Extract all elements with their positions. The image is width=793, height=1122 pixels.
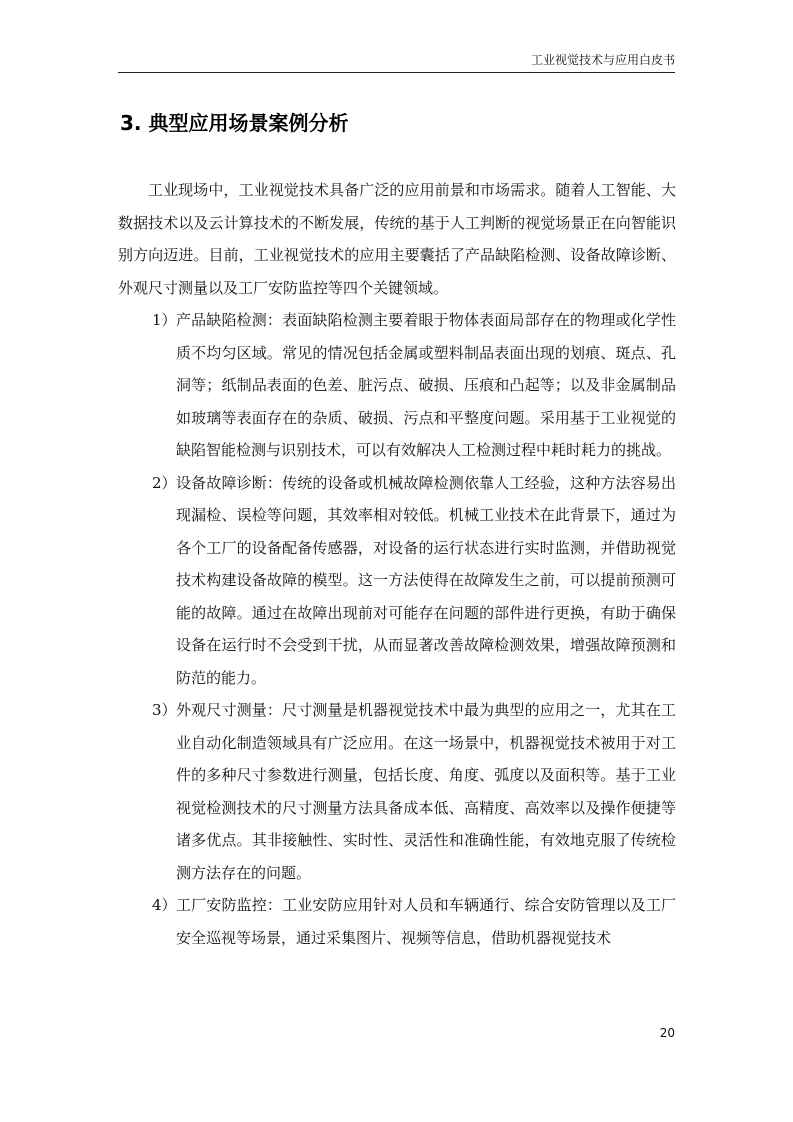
section-body: [118, 174, 676, 954]
intro-paragraph: 工业现场中，工业视觉技术具备广泛的应用前景和市场需求。随着人工智能、大数据技术以及云计算技术的不断发展，传统的基于人工判断的视觉场景正在向智能识别方向迈进。目前，工业视觉技术的应用主要囊括了产品缺陷检测、设备故障诊断、外观尺寸测量以及工厂安防监控等四个关键领域。: [118, 181, 676, 297]
running-header: [118, 52, 675, 73]
list-item: [118, 889, 676, 954]
section-title: 3. 典型应用场景案例分析: [120, 111, 349, 135]
list-item: [118, 304, 676, 467]
list-item-text: 工厂安防监控：工业安防应用针对人员和车辆通行、综合安防管理以及工厂安全巡视等场景，通过采集图片、视频等信息，借助机器视觉技术: [176, 896, 676, 947]
list-item-number: 1）: [152, 311, 177, 329]
list-item: [118, 467, 676, 695]
list-item-text: 设备故障诊断：传统的设备或机械故障检测依靠人工经验，这种方法容易出现漏检、误检等问题，其效率相对较低。机械工业技术在此背景下，通过为各个工厂的设备配备传感器，对设备的运行状态进行实时监测，并借助视觉技术构建设备故障的模型。这一方法使得在故障发生之前，可以提前预测可能的故障。通过在故障出现前对可能存在问题的部件进行更换，有助于确保设备在运行时不会受到干扰，从而显著改善故障检测效果，增强故障预测和防范的能力。: [176, 473, 676, 687]
list-item-number: 4）: [152, 896, 177, 914]
list-item-number: 2）: [152, 473, 177, 492]
list-item: [118, 694, 676, 889]
list-item-text: 产品缺陷检测：表面缺陷检测主要着眼于物体表面局部存在的物理或化学性质不均匀区域。常见的情况包括金属或塑料制品表面出现的划痕、斑点、孔洞等；纸制品表面的色差、脏污点、破损、压痕和凸起等；以及非金属制品如玻璃等表面存在的杂质、破损、污点和平整度问题。采用基于工业视觉的缺陷智能检测与识别技术，可以有效解决人工检测过程中耗时耗力的挑战。: [176, 311, 676, 459]
page-number: 20: [659, 1026, 675, 1040]
running-header-title: 工业视觉技术与应用白皮书: [530, 53, 675, 67]
list-item-text: 外观尺寸测量：尺寸测量是机器视觉技术中最为典型的应用之一，尤其在工业自动化制造领域具有广泛应用。在这一场景中，机器视觉技术被用于对工件的多种尺寸参数进行测量，包括长度、角度、弧度以及面积等。基于工业视觉检测技术的尺寸测量方法具备成本低、高精度、高效率以及操作便捷等诸多优点。其非接触性、实时性、灵活性和准确性能，有效地克服了传统检测方法存在的问题。: [176, 701, 676, 882]
list-item-number: 3）: [152, 701, 177, 719]
